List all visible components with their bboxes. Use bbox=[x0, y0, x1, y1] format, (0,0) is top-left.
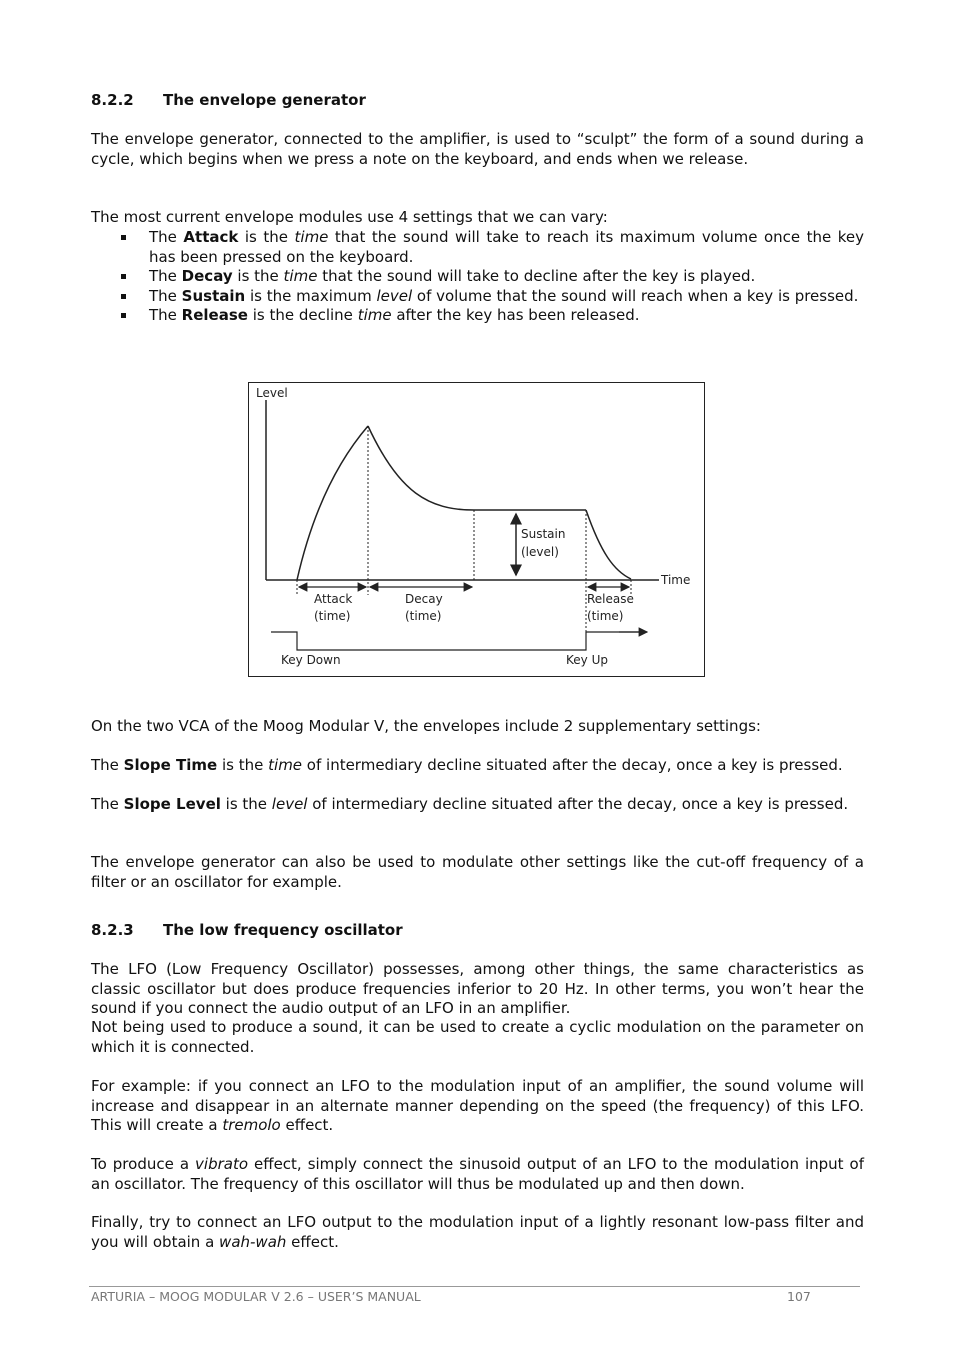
release-label: Release bbox=[587, 592, 634, 606]
level-axis-label: Level bbox=[256, 386, 288, 400]
envelope-closing-paragraph: The envelope generator can also be used to modulate other settings like the cut-off frequency of a filter or an oscillator for example. bbox=[91, 853, 864, 891]
attack-sublabel: (time) bbox=[314, 609, 351, 623]
sustain-sublabel: (level) bbox=[521, 545, 559, 559]
section-number: 8.2.2 bbox=[91, 91, 134, 109]
slope-level-paragraph: The Slope Level is the level of intermediary decline situated after the decay, once a key is pressed. bbox=[91, 795, 849, 813]
footer-manual-title: ARTURIA – MOOG MODULAR V 2.6 – USER’S MANUAL bbox=[91, 1289, 421, 1304]
bullet-square-icon bbox=[121, 294, 126, 299]
lfo-paragraph-2: Not being used to produce a sound, it can be used to create a cyclic modulation on the parameter on which it is connected. bbox=[91, 1018, 864, 1056]
sustain-label: Sustain bbox=[521, 527, 566, 541]
envelope-settings-list bbox=[91, 228, 864, 326]
section-title: The low frequency oscillator bbox=[163, 921, 403, 939]
gate-signal-line bbox=[271, 632, 645, 650]
lfo-paragraph-4: To produce a vibrato effect, simply connect the sinusoid output of an LFO to the modulation input of an oscillator. The frequency of this oscillator will thus be modulated up and then down. bbox=[91, 1155, 864, 1193]
envelope-intro-paragraph: The envelope generator, connected to the amplifier, is used to “sculpt” the form of a sound during a cycle, which begins when we press a note on the keyboard, and ends when we release. bbox=[91, 130, 864, 168]
bullet-square-icon bbox=[121, 313, 126, 318]
list-item-release: The Release is the decline time after the key has been released. bbox=[91, 306, 864, 326]
release-sublabel: (time) bbox=[587, 609, 624, 623]
list-item-decay: The Decay is the time that the sound will take to decline after the key is played. bbox=[91, 267, 864, 287]
slope-time-paragraph: The Slope Time is the time of intermediary decline situated after the decay, once a key is pressed. bbox=[91, 756, 843, 774]
footer-divider bbox=[89, 1286, 860, 1287]
attack-curve bbox=[297, 426, 368, 580]
list-item-attack: The Attack is the time that the sound will take to reach its maximum volume once the key has been pressed on the keyboard. bbox=[91, 228, 864, 267]
adsr-diagram-svg bbox=[249, 383, 706, 678]
key-down-label: Key Down bbox=[281, 653, 341, 667]
lfo-paragraph-3: For example: if you connect an LFO to the modulation input of an amplifier, the sound volume will increase and disappear in an alternate manner depending on the speed (the frequency) of this LFO. This will create a tremolo effect. bbox=[91, 1077, 864, 1135]
key-up-label: Key Up bbox=[566, 653, 608, 667]
lfo-paragraph-1: The LFO (Low Frequency Oscillator) possesses, among other things, the same characteristics as classic oscillator but does produce frequencies inferior to 20 Hz. In other terms, you won’t hear the sound if you connect the audio output of an LFO in an amplifier. bbox=[91, 960, 864, 1018]
vca-intro-paragraph: On the two VCA of the Moog Modular V, the envelopes include 2 supplementary settings: bbox=[91, 717, 761, 735]
time-axis-label: Time bbox=[661, 573, 691, 587]
section-title: The envelope generator bbox=[163, 91, 366, 109]
adsr-envelope-diagram bbox=[248, 382, 705, 677]
lfo-paragraph-5: Finally, try to connect an LFO output to the modulation input of a lightly resonant low-pass filter and you will obtain a wah-wah effect. bbox=[91, 1213, 864, 1251]
release-curve bbox=[586, 510, 631, 579]
bullet-square-icon bbox=[121, 274, 126, 279]
list-item-sustain: The Sustain is the maximum level of volume that the sound will reach when a key is pressed. bbox=[91, 287, 864, 307]
decay-label: Decay bbox=[405, 592, 443, 606]
section-number: 8.2.3 bbox=[91, 921, 134, 939]
section-heading-envelope bbox=[91, 91, 366, 109]
decay-curve bbox=[368, 426, 474, 510]
decay-sublabel: (time) bbox=[405, 609, 442, 623]
attack-label: Attack bbox=[314, 592, 353, 606]
envelope-lead-paragraph: The most current envelope modules use 4 settings that we can vary: bbox=[91, 208, 608, 226]
footer-page-number: 107 bbox=[787, 1289, 811, 1304]
bullet-square-icon bbox=[121, 235, 126, 240]
section-heading-lfo bbox=[91, 921, 403, 939]
